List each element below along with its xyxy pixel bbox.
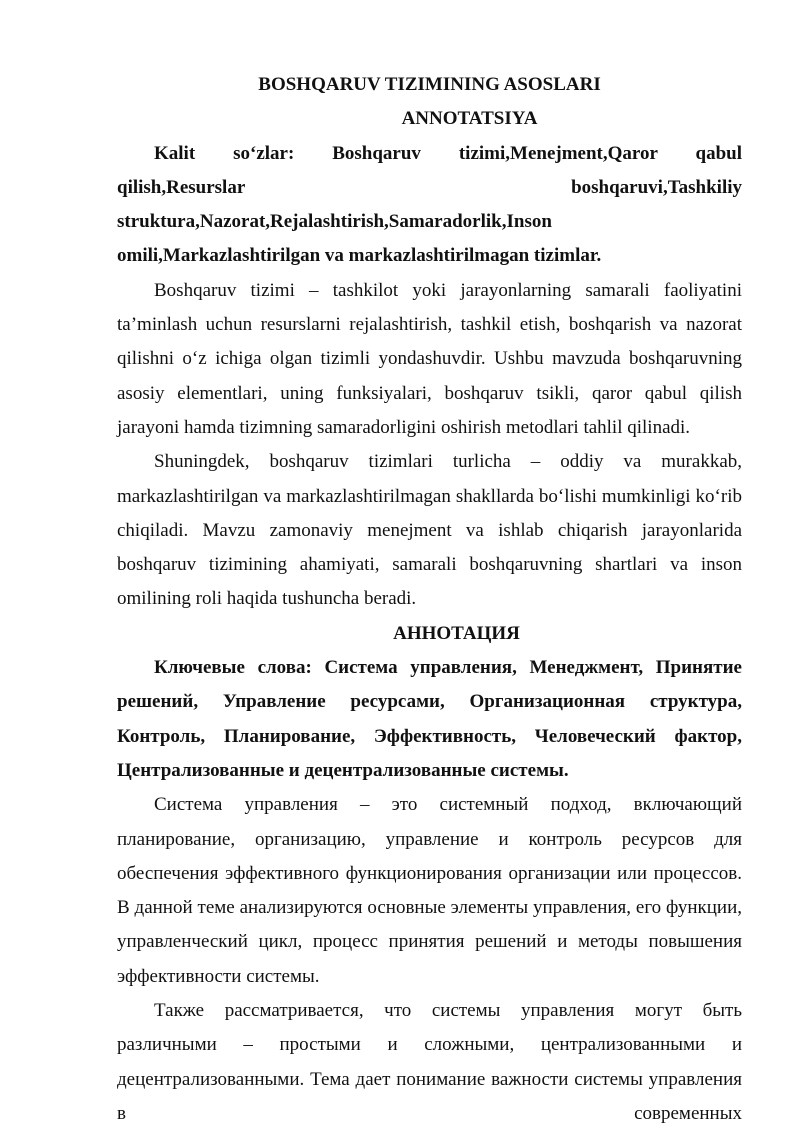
paragraph-uz-2: Shuningdek, boshqaruv tizimlari turlicha – oddiy va murakkab, markazlashtirilgan va markazlashtirilmagan shakllarda bo‘lishi mumkinligi ko‘rib chiqiladi. Mavzu zamonaviy menejment va ishlab chiqarish jarayonlarida boshqaruv tizimining ahamiyati, samarali boshqaruvning shartlari va inson omilining roli haqida tushuncha beradi. bbox=[117, 451, 742, 610]
annotation-heading-uz: ANNOTATSIYA bbox=[401, 108, 538, 130]
paragraph-ru-1: Система управления – это системный подход, включающий планирование, организацию, управление и контроль ресурсов для обеспечения эффективного функционирования организации или процессов. В данной теме анализируются основные элементы управления, его функции, управленческий цикл, процесс принятия решений и методы повышения эффективности системы. bbox=[117, 794, 742, 987]
keywords-uz: Kalit so‘zlar: Boshqaruv tizimi,Menejment,Qaror qabul qilish,Resurslar boshqaruvi,Tashkiliy struktura,Nazorat,Rejalashtirish,Samaradorlik,Inson omili,Markazlashtirilgan va markazlashtirilmagan tizimlar. bbox=[117, 142, 742, 267]
annotation-heading-ru: АННОТАЦИЯ bbox=[393, 622, 520, 644]
document-body bbox=[117, 68, 742, 1131]
paragraph-uz-1: Boshqaruv tizimi – tashkilot yoki jarayonlarning samarali faoliyatini ta’minlash uchun resurslarni rejalashtirish, tashkil etish, boshqarish va nazorat qilishni o‘z ichiga olgan tizimli yondashuvdir. Ushbu mavzuda boshqaruvning asosiy elementlari, uning funksiyalari, boshqaruv tsikli, qaror qabul qilish jarayoni hamda tizimning samaradorligini oshirish metodlari tahlil qilinadi. bbox=[117, 279, 742, 438]
paragraph-ru-2: Также рассматривается, что системы управления могут быть различными – простыми и сложными, централизованными и децентрализованными. Тема дает понимание важности системы управления в современных bbox=[117, 1000, 742, 1124]
document-title: BOSHQARUV TIZIMINING ASOSLARI bbox=[258, 74, 601, 95]
keywords-ru: Ключевые слова: Система управления, Менеджмент, Принятие решений, Управление ресурсами, Организационная структура, Контроль, Планирование, Эффективность, Человеческий фактор, Централизованные и децентрализованные системы. bbox=[117, 657, 742, 781]
